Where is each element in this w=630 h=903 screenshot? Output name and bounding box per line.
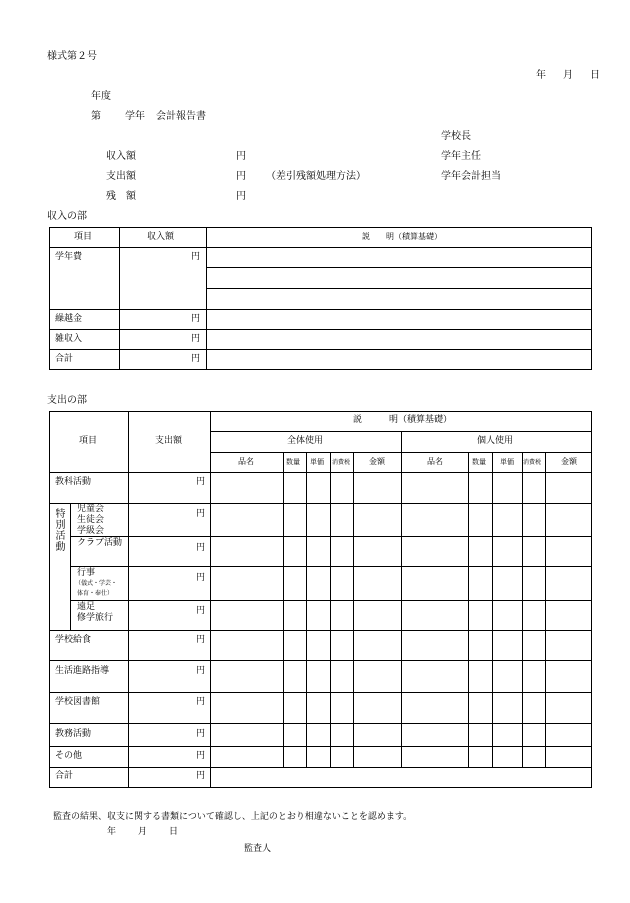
- income-row-yen: 円: [191, 354, 201, 364]
- income-header-amount: 収入額: [147, 232, 175, 242]
- expense-header-amount: 支出額: [155, 436, 183, 446]
- expense-row-yen: 円: [196, 477, 206, 487]
- expense-row-yen: 円: [196, 606, 206, 616]
- report-title-grade: 学年: [125, 111, 145, 122]
- summary-income-label: 収入額: [106, 151, 136, 162]
- subheader-product: 品名: [427, 457, 443, 466]
- audit-day-label: 日: [169, 827, 179, 837]
- income-header-explanation: 説 明（積算基礎）: [362, 232, 442, 241]
- expense-subrow-line: 修学旅行: [77, 613, 114, 623]
- income-row-yen: 円: [191, 334, 201, 344]
- subheader-total: 金額: [369, 457, 385, 466]
- income-row-item: 学年費: [55, 252, 83, 262]
- expense-row-item: 教務活動: [55, 729, 92, 739]
- expense-subrow-line: 学級会: [77, 526, 105, 536]
- expense-row-yen: 円: [196, 509, 206, 519]
- expense-row-yen: 円: [196, 771, 206, 781]
- income-header-item: 項目: [74, 232, 93, 242]
- expense-header-whole-use: 全体使用: [287, 436, 324, 446]
- summary-income-yen: 円: [236, 151, 246, 162]
- expense-subrow-line: （儀式・学芸・: [75, 580, 118, 587]
- expense-row-yen: 円: [196, 751, 206, 761]
- summary-expense-label: 支出額: [106, 171, 136, 182]
- expense-subrow-line: クラブ活動: [77, 538, 123, 548]
- balance-method-label: （差引残額処理方法）: [266, 171, 366, 182]
- date-day-label: 日: [590, 70, 600, 81]
- expense-row-item: 学校図書館: [55, 697, 101, 707]
- expense-row-item: その他: [55, 751, 83, 761]
- auditor-label: 監査人: [244, 844, 272, 854]
- expense-subrow-line: 行事: [77, 568, 96, 578]
- special-activities-group-label: 特別活動: [53, 508, 64, 552]
- date-month-label: 月: [563, 70, 573, 81]
- summary-expense-yen: 円: [236, 171, 246, 182]
- expense-row-yen: 円: [196, 573, 206, 583]
- date-year-label: 年: [536, 70, 546, 81]
- audit-year-label: 年: [107, 827, 117, 837]
- subheader-product: 品名: [238, 457, 254, 466]
- expense-subrow-line: 生徒会: [77, 515, 105, 525]
- income-section-title: 収入の部: [47, 211, 87, 222]
- form-number: 様式第２号: [47, 51, 97, 62]
- expense-row-item: 合計: [55, 771, 74, 781]
- expense-row-yen: 円: [196, 666, 206, 676]
- fiscal-year-label: 年度: [91, 91, 111, 102]
- expense-header-individual-use: 個人使用: [477, 436, 514, 446]
- expense-row-yen: 円: [196, 697, 206, 707]
- expense-row-yen: 円: [196, 729, 206, 739]
- summary-balance-yen: 円: [236, 191, 246, 202]
- subheader-tax: 消費税: [523, 459, 542, 466]
- expense-row-item: 教科活動: [55, 477, 92, 487]
- audit-statement: 監査の結果、収支に関する書類について確認し、上記のとおり相違ないことを認めます。: [53, 812, 413, 822]
- income-row-yen: 円: [191, 252, 201, 262]
- income-row-yen: 円: [191, 314, 201, 324]
- signatory-grade-head: 学年主任: [441, 151, 481, 162]
- signatory-accountant: 学年会計担当: [441, 171, 501, 182]
- income-row-item: 繰越金: [55, 314, 83, 324]
- subheader-unit-price: 単価: [310, 458, 324, 466]
- expense-subrow-line: 遠足: [77, 602, 96, 612]
- expense-subrow-line: 体育・奉仕）: [77, 590, 114, 597]
- report-title: 会計報告書: [156, 111, 206, 122]
- subheader-quantity: 数量: [286, 458, 300, 466]
- expense-row-yen: 円: [196, 635, 206, 645]
- subheader-quantity: 数量: [472, 458, 486, 466]
- subheader-total: 金額: [561, 457, 577, 466]
- expense-row-yen: 円: [196, 543, 206, 553]
- expense-subrow-line: 児童会: [77, 504, 105, 514]
- subheader-tax: 消費税: [332, 459, 351, 466]
- subheader-unit-price: 単価: [500, 458, 514, 466]
- expense-row-item: 学校給食: [55, 635, 92, 645]
- expense-header-explanation: 説 明（積算基礎）: [353, 415, 453, 425]
- signatory-principal: 学校長: [441, 131, 471, 142]
- expense-section-title: 支出の部: [47, 395, 87, 406]
- income-row-item: 合計: [55, 354, 74, 364]
- income-row-item: 雑収入: [55, 334, 83, 344]
- report-title-prefix: 第: [91, 111, 101, 122]
- expense-row-item: 生活進路指導: [55, 666, 110, 676]
- summary-balance-label: 残 額: [106, 191, 136, 202]
- audit-month-label: 月: [138, 827, 148, 837]
- expense-header-item: 項目: [79, 436, 98, 446]
